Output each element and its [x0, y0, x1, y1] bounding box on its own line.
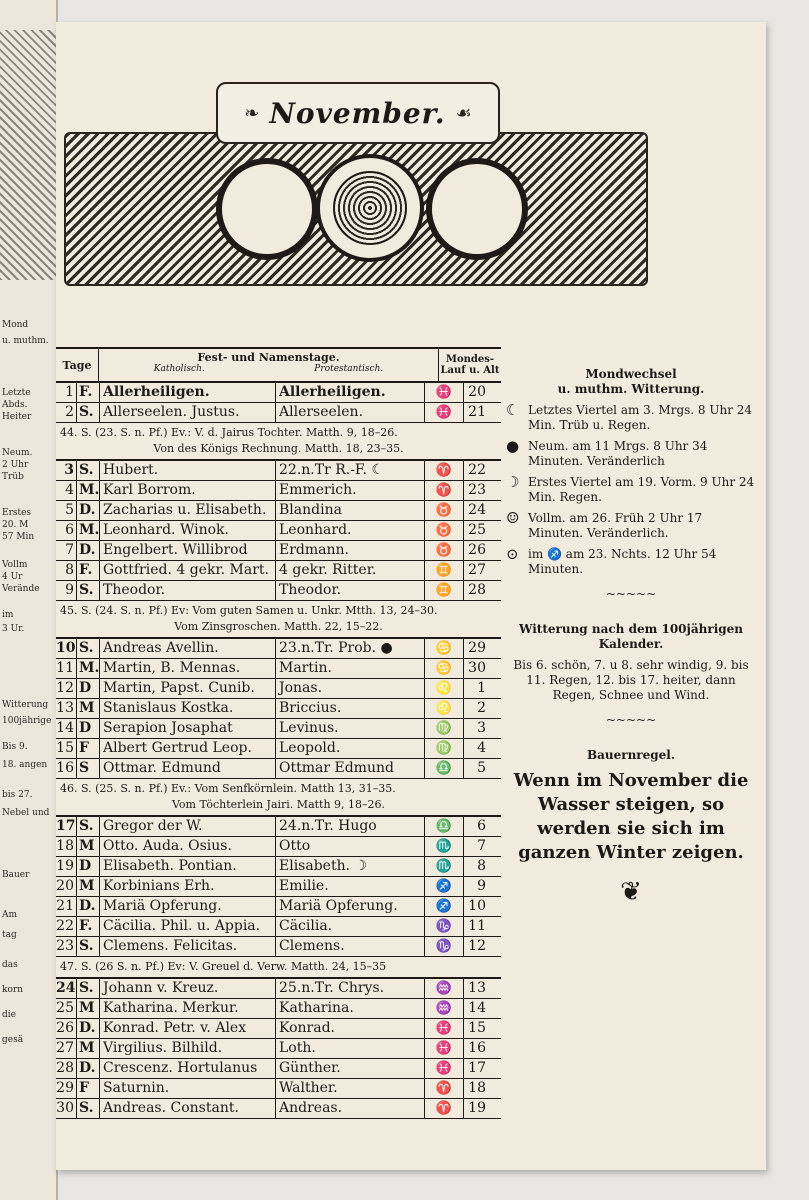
divider: ~~~~~: [605, 587, 657, 601]
catholic-name: Gregor der W.: [100, 817, 276, 836]
catholic-name: Allerseelen. Justus.: [100, 403, 276, 422]
protestant-name: Mariä Opferung.: [276, 897, 425, 916]
left-page-fragment: 18. angen: [2, 760, 48, 770]
day-number: 1: [56, 383, 77, 402]
weekday: D.: [77, 501, 100, 520]
header-catholic: Katholisch.: [153, 364, 205, 374]
protestant-name: Cäcilia.: [276, 917, 425, 936]
moon-age: 1: [477, 680, 486, 696]
moon-age: 11: [468, 918, 486, 934]
day-number: 28: [56, 1059, 77, 1078]
left-page-fragment: bis 27.: [2, 790, 33, 800]
protestant-name: Emilie.: [276, 877, 425, 896]
day-number: 14: [56, 719, 77, 738]
left-page-ornament: [0, 30, 56, 280]
calendar-page: [56, 22, 766, 1170]
day-row: [56, 699, 501, 719]
protestant-name: 24.n.Tr. Hugo: [276, 817, 425, 836]
week-gospel: 46. S. (25. S. n. Pf.) Ev.: Vom Senfkörnlein. Matth 13, 31–35. Vom Töchterlein Jairi. Matth 9, 18–26.: [56, 779, 501, 817]
day-number: 4: [56, 481, 77, 500]
zodiac-icon: ♍: [425, 739, 464, 758]
catholic-name: Otto. Auda. Osius.: [100, 837, 276, 856]
day-row: [56, 759, 501, 779]
week-gospel: 45. S. (24. S. n. Pf.) Ev: Vom guten Samen u. Unkr. Mtth. 13, 24–30. Vom Zinsgroschen. Matth. 22, 15–22.: [56, 601, 501, 639]
moon-phase-icon: ☾: [506, 401, 520, 419]
day-row: [56, 481, 501, 501]
day-row: [56, 521, 501, 541]
catholic-name: Crescenz. Hortulanus: [100, 1059, 276, 1078]
day-row: [56, 639, 501, 659]
moon-phase-icon: ☺: [506, 509, 520, 527]
weekday: M: [77, 837, 100, 856]
protestant-name: Emmerich.: [276, 481, 425, 500]
left-page-fragment: Erstes: [2, 508, 32, 518]
catholic-name: Martin, Papst. Cunib.: [100, 679, 276, 698]
scroll-ornament-left: ❧: [244, 102, 260, 124]
moon-phase-icon: ☽: [506, 473, 520, 491]
catholic-name: Cäcilia. Phil. u. Appia.: [100, 917, 276, 936]
left-page-fragment: 20. M: [2, 520, 29, 530]
moon-age: 5: [477, 760, 486, 776]
catholic-name: Elisabeth. Pontian.: [100, 857, 276, 876]
day-row: [56, 739, 501, 759]
left-page-fragment: Mond: [2, 320, 29, 330]
day-number: 17: [56, 818, 76, 834]
day-number: 7: [56, 541, 77, 560]
moon-age: 27: [468, 562, 486, 578]
moon-age: 2: [477, 700, 486, 716]
fleuron-icon: ❦: [620, 877, 642, 907]
day-number: 24: [56, 980, 76, 996]
left-page-fragment: Am: [2, 910, 18, 920]
protestant-name: Otto: [276, 837, 425, 856]
protestant-name: Martin.: [276, 659, 425, 678]
protestant-name: Günther.: [276, 1059, 425, 1078]
day-row: [56, 501, 501, 521]
header-feast: Fest- und Namenstage. Katholisch. Protestantisch.: [99, 349, 439, 381]
zodiac-icon: ♐: [425, 877, 464, 896]
weekday: M.: [79, 660, 100, 676]
left-page-fragment: Vollm: [2, 560, 28, 570]
day-number: 5: [56, 501, 77, 520]
day-row: [56, 1019, 501, 1039]
protestant-name: Blandina: [276, 501, 425, 520]
weekday: D.: [77, 1059, 100, 1078]
protestant-name: Leonhard.: [276, 521, 425, 540]
moon-age: 12: [468, 938, 486, 954]
day-row: [56, 857, 501, 877]
protestant-name: Walther.: [276, 1079, 425, 1098]
weekday: M: [77, 999, 100, 1018]
moon-age: 8: [477, 858, 486, 874]
moon-phase-text: Letztes Viertel am 3. Mrgs. 8 Uhr 24 Min. Trüb u. Regen.: [528, 403, 753, 432]
zodiac-icon: ♓: [425, 1059, 464, 1078]
weekday: M.: [79, 522, 100, 538]
day-row: [56, 1059, 501, 1079]
moon-phase-text: Vollm. am 26. Früh 2 Uhr 17 Minuten. Veränderlich.: [528, 511, 703, 540]
zodiac-icon: ♌: [425, 679, 464, 698]
farmer-rule-title: Bauernregel.: [586, 748, 676, 762]
left-medallion: [216, 158, 318, 260]
protestant-name: Briccius.: [276, 699, 425, 718]
day-row: [56, 937, 501, 957]
left-page-fragment: Nebel und: [2, 808, 50, 818]
catholic-name: Saturnin.: [100, 1079, 276, 1098]
day-number: 11: [56, 659, 77, 678]
protestant-name: 4 gekr. Ritter.: [276, 561, 425, 580]
day-number: 27: [56, 1039, 77, 1058]
day-row: [56, 1079, 501, 1099]
moon-age: 25: [468, 522, 486, 538]
calendar-body: [56, 383, 501, 1119]
protestant-name: Erdmann.: [276, 541, 425, 560]
moon-phase: [506, 439, 756, 469]
zodiac-icon: ♒: [425, 999, 464, 1018]
left-page-fragment: Bauer: [2, 870, 30, 880]
moon-phase: [506, 403, 756, 433]
zodiac-icon: ♒: [425, 979, 464, 998]
day-row: [56, 917, 501, 937]
day-row: [56, 383, 501, 403]
weekday: D: [77, 719, 100, 738]
catholic-name: Karl Borrom.: [100, 481, 276, 500]
zodiac-icon: ♑: [425, 937, 464, 956]
weekday: S: [77, 759, 100, 778]
moon-phase: [506, 511, 756, 541]
weekday: M.: [79, 482, 100, 498]
zodiac-icon: ♓: [425, 1019, 464, 1038]
catholic-name: Mariä Opferung.: [100, 897, 276, 916]
zodiac-icon: ♊: [425, 561, 464, 580]
day-row: [56, 1099, 501, 1119]
day-number: 21: [56, 897, 77, 916]
catholic-name: Korbinians Erh.: [100, 877, 276, 896]
zodiac-icon: ♓: [425, 1039, 464, 1058]
day-row: [56, 719, 501, 739]
moon-age: 22: [468, 462, 486, 478]
catholic-name: Clemens. Felicitas.: [100, 937, 276, 956]
moon-age: 28: [468, 582, 486, 598]
zodiac-icon: ♋: [425, 659, 464, 678]
day-row: [56, 877, 501, 897]
day-row: [56, 679, 501, 699]
day-number: 23: [56, 937, 77, 956]
weekday: F: [77, 1079, 100, 1098]
right-medallion: [426, 158, 528, 260]
left-page-fragment: Trüb: [2, 472, 24, 482]
moon-age: 14: [468, 1000, 486, 1016]
month-title: November.: [269, 96, 446, 130]
zodiac-icon: ♏: [425, 857, 464, 876]
moon-age: 24: [468, 502, 486, 518]
protestant-name: Loth.: [276, 1039, 425, 1058]
protestant-name: Konrad.: [276, 1019, 425, 1038]
left-page-fragment: das: [2, 960, 18, 970]
moon-age: 23: [468, 482, 486, 498]
weekday: D.: [77, 1019, 100, 1038]
moon-phase-icon: ●: [506, 437, 520, 455]
zodiac-icon: ♉: [425, 541, 464, 560]
catholic-name: Serapion Josaphat: [100, 719, 276, 738]
zodiac-icon: ♊: [425, 581, 464, 600]
day-row: [56, 897, 501, 917]
moon-age: 15: [468, 1020, 486, 1036]
weather-title: Witterung nach dem 100jährigen Kalender.: [518, 622, 743, 651]
protestant-name: Allerseelen.: [276, 403, 425, 422]
farmer-saying: Wenn im November die Wasser steigen, so werden sie sich im ganzen Winter zeigen.: [513, 770, 749, 863]
left-page-fragment: Letzte: [2, 388, 31, 398]
day-row: [56, 659, 501, 679]
weekday: D: [77, 679, 100, 698]
week-gospel: 44. S. (23. S. n. Pf.) Ev.: V. d. Jairus Tochter. Matth. 9, 18–26. Von des Königs Rechnung. Matth. 18, 23–35.: [56, 423, 501, 461]
moon-phase-text: im ♐ am 23. Nchts. 12 Uhr 54 Minuten.: [528, 547, 717, 576]
catholic-name: Ottmar. Edmund: [100, 759, 276, 778]
protestant-name: Levinus.: [276, 719, 425, 738]
day-number: 9: [56, 581, 77, 600]
left-facing-page: [0, 0, 58, 1200]
zodiac-icon: ♈: [425, 1079, 464, 1098]
weekday: M: [77, 699, 100, 718]
zodiac-icon: ♑: [425, 917, 464, 936]
zodiac-icon: ♈: [425, 481, 464, 500]
moon-age: 17: [468, 1060, 486, 1076]
moon-age: 20: [468, 384, 486, 400]
zodiac-icon: ♋: [425, 639, 464, 658]
day-number: 22: [56, 917, 77, 936]
day-number: 19: [56, 857, 77, 876]
day-number: 16: [56, 759, 77, 778]
protestant-name: Leopold.: [276, 739, 425, 758]
left-page-fragment: Bis 9.: [2, 742, 28, 752]
weekday: D: [77, 857, 100, 876]
protestant-name: 25.n.Tr. Chrys.: [276, 979, 425, 998]
zodiac-icon: ♐: [425, 897, 464, 916]
weather-text: Bis 6. schön, 7. u 8. sehr windig, 9. bis 11. Regen, 12. bis 17. heiter, dann Regen, Schnee und Wind.: [513, 658, 749, 702]
weekday: D.: [77, 897, 100, 916]
day-number: 26: [56, 1019, 77, 1038]
moon-age: 21: [468, 404, 486, 420]
month-banner: [216, 82, 500, 144]
weekday: S.: [77, 403, 100, 422]
moon-age: 16: [468, 1040, 486, 1056]
catholic-name: Gottfried. 4 gekr. Mart.: [100, 561, 276, 580]
catholic-name: Engelbert. Willibrod: [100, 541, 276, 560]
catholic-name: Allerheiligen.: [100, 383, 276, 402]
zodiac-icon: ♈: [425, 461, 464, 480]
protestant-name: Ottmar Edmund: [276, 759, 425, 778]
left-page-fragment: 4 Ur: [2, 572, 23, 582]
protestant-name: Jonas.: [276, 679, 425, 698]
day-number: 30: [56, 1099, 77, 1118]
weekday: F.: [77, 917, 100, 936]
day-number: 29: [56, 1079, 77, 1098]
weekday: F: [77, 739, 100, 758]
protestant-name: Elisabeth. ☽: [276, 857, 425, 876]
catholic-name: Virgilius. Bilhild.: [100, 1039, 276, 1058]
day-row: [56, 461, 501, 481]
moon-phase-text: Erstes Viertel am 19. Vorm. 9 Uhr 24 Min. Regen.: [528, 475, 755, 504]
moon-phases: [506, 403, 756, 577]
divider-2: ~~~~~: [605, 713, 657, 727]
day-number: 25: [56, 999, 77, 1018]
weekday: S.: [77, 979, 100, 998]
catholic-name: Stanislaus Kostka.: [100, 699, 276, 718]
day-row: [56, 979, 501, 999]
moon-phase: [506, 475, 756, 505]
day-number: 15: [56, 739, 77, 758]
moon-age: 7: [477, 838, 486, 854]
protestant-name: Katharina.: [276, 999, 425, 1018]
day-row: [56, 581, 501, 601]
day-number: 6: [56, 521, 77, 540]
zodiac-icon: ♎: [425, 759, 464, 778]
day-number: 2: [56, 403, 77, 422]
catholic-name: Katharina. Merkur.: [100, 999, 276, 1018]
moon-age: 10: [468, 898, 486, 914]
day-number: 18: [56, 837, 77, 856]
moon-age: 6: [477, 818, 486, 834]
header-ornament: [64, 132, 648, 286]
catholic-name: Andreas. Constant.: [100, 1099, 276, 1118]
day-number: 8: [56, 561, 77, 580]
day-number: 12: [56, 679, 77, 698]
calendar-table: [56, 347, 501, 1119]
catholic-name: Hubert.: [100, 461, 276, 480]
calendar-header: [56, 349, 501, 383]
protestant-name: Theodor.: [276, 581, 425, 600]
left-page-fragment: gesä: [2, 1035, 24, 1045]
zodiac-icon: ♌: [425, 699, 464, 718]
moon-age: 18: [468, 1080, 486, 1096]
moon-age: 13: [468, 980, 486, 996]
left-page-fragment: 57 Min: [2, 532, 35, 542]
center-medallion: [316, 154, 424, 262]
moon-phase-icon: ⊙: [506, 545, 519, 563]
catholic-name: Konrad. Petr. v. Alex: [100, 1019, 276, 1038]
weekday: F.: [77, 383, 100, 402]
header-days: Tage: [56, 349, 99, 381]
side-column: [506, 367, 756, 907]
weekday: S.: [77, 1099, 100, 1118]
moon-age: 26: [468, 542, 486, 558]
protestant-name: Allerheiligen.: [276, 383, 425, 402]
protestant-name: Clemens.: [276, 937, 425, 956]
left-page-fragment: tag: [2, 930, 17, 940]
day-row: [56, 837, 501, 857]
moon-age: 30: [468, 660, 486, 676]
day-row: [56, 403, 501, 423]
left-page-fragment: 3 Ur.: [2, 624, 25, 634]
weekday: S.: [77, 581, 100, 600]
catholic-name: Martin, B. Mennas.: [100, 659, 276, 678]
protestant-name: 22.n.Tr R.-F. ☾: [276, 461, 425, 480]
weekday: M: [77, 1039, 100, 1058]
day-row: [56, 541, 501, 561]
catholic-name: Leonhard. Winok.: [100, 521, 276, 540]
protestant-name: 23.n.Tr. Prob. ●: [276, 639, 425, 658]
moon-heading: Mondwechsel u. muthm. Witterung.: [557, 367, 705, 396]
moon-age: 4: [477, 740, 486, 756]
weekday: S.: [77, 937, 100, 956]
zodiac-icon: ♏: [425, 837, 464, 856]
scroll-ornament-right: ☙: [455, 102, 472, 124]
catholic-name: Andreas Avellin.: [100, 639, 276, 658]
moon-age: 19: [468, 1100, 486, 1116]
day-row: [56, 561, 501, 581]
week-gospel: 47. S. (26 S. n. Pf.) Ev: V. Greuel d. Verw. Matth. 24, 15–35: [56, 957, 501, 979]
left-page-fragment: 2 Uhr: [2, 460, 29, 470]
zodiac-icon: ♈: [425, 1099, 464, 1118]
left-page-fragment: 100jährige: [2, 716, 52, 726]
left-page-fragment: Heiter: [2, 412, 32, 422]
weekday: S.: [77, 639, 100, 658]
left-page-fragment: Verände: [2, 584, 40, 594]
catholic-name: Zacharias u. Elisabeth.: [100, 501, 276, 520]
day-row: [56, 817, 501, 837]
weekday: S.: [77, 817, 100, 836]
moon-age: 29: [468, 640, 486, 656]
weekday: M: [77, 877, 100, 896]
weekday: F.: [77, 561, 100, 580]
weekday: D.: [77, 541, 100, 560]
zodiac-icon: ♓: [425, 383, 464, 402]
catholic-name: Theodor.: [100, 581, 276, 600]
left-page-fragment: korn: [2, 985, 23, 995]
left-page-fragment: die: [2, 1010, 16, 1020]
day-number: 20: [56, 877, 77, 896]
moon-age: 9: [477, 878, 486, 894]
day-number: 3: [56, 461, 77, 480]
moon-phase-text: Neum. am 11 Mrgs. 8 Uhr 34 Minuten. Veränderlich: [528, 439, 708, 468]
protestant-name: Andreas.: [276, 1099, 425, 1118]
header-moon: Mondes- Lauf u. Alt: [440, 354, 500, 376]
day-row: [56, 1039, 501, 1059]
zodiac-icon: ♎: [425, 817, 464, 836]
day-number: 10: [56, 640, 76, 656]
left-page-fragment: u. muthm.: [2, 336, 49, 346]
zodiac-icon: ♉: [425, 521, 464, 540]
left-page-fragment: Witterung: [2, 700, 49, 710]
moon-phase: [506, 547, 756, 577]
zodiac-icon: ♍: [425, 719, 464, 738]
zodiac-icon: ♉: [425, 501, 464, 520]
catholic-name: Albert Gertrud Leop.: [100, 739, 276, 758]
day-row: [56, 999, 501, 1019]
day-number: 13: [56, 699, 77, 718]
left-page-fragment: Abds.: [2, 400, 28, 410]
zodiac-icon: ♓: [425, 403, 464, 422]
moon-age: 3: [477, 720, 486, 736]
weekday: S.: [77, 461, 100, 480]
left-page-fragment: Neum.: [2, 448, 33, 458]
header-protestant: Protestantisch.: [314, 364, 384, 374]
catholic-name: Johann v. Kreuz.: [100, 979, 276, 998]
left-page-fragment: im: [2, 610, 14, 620]
